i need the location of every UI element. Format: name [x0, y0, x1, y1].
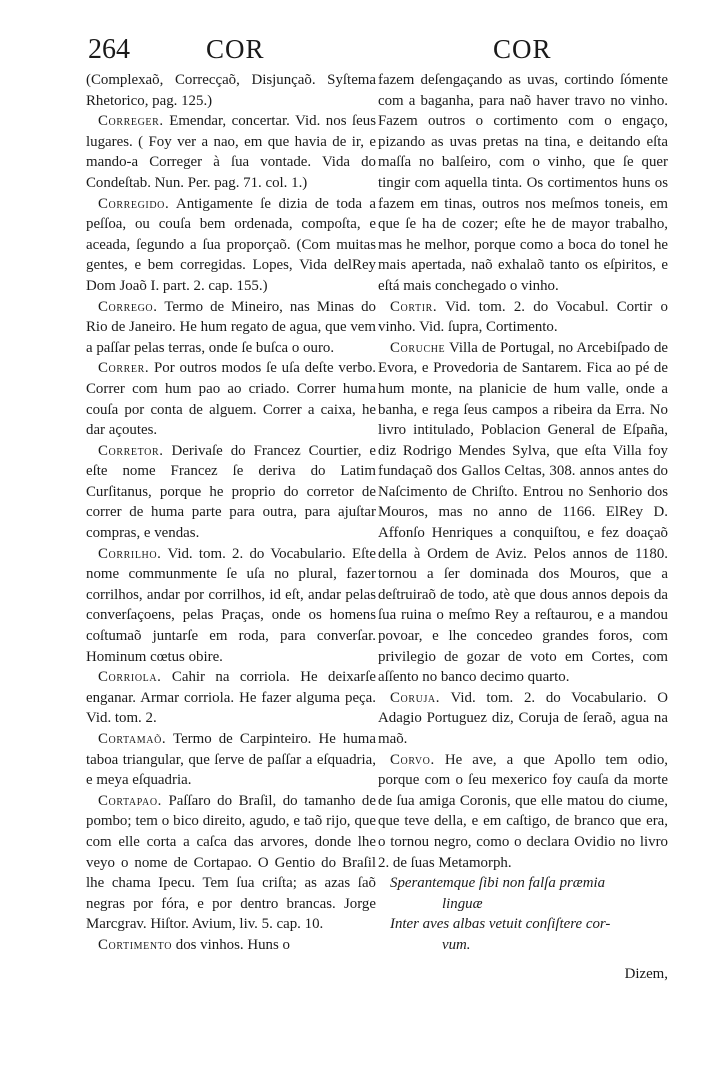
left-column — [86, 70, 376, 956]
right-column — [378, 70, 668, 984]
entry-coruche — [378, 338, 668, 688]
entry-text: Villa de Portugal, no Arcebiſpado de Evora, e Provedoria de Santarem. Fica ao pé de hum monte, na planicie de hum valle, onde a banha, e rega ſeus campos a ribeira da Erra. No livro intitulado, Poblacion General de Eſpaña, diz Rodrigo Mendes Sylva, que eſta Villa foy fundaçaõ dos Gallos Celtas, 308. annos antes do Naſcimento de Chriſto. Entrou no Senhorio dos Mouros, mas no anno de 1166. ElRey D. Affonſo Henriques a conquiſtou, e fez doaçaõ della à Ordem de Aviz. Pelos annos de 1180. tornou a ſer dominada dos Mouros, que a deſtruiraõ de todo, atè que dous annos depois da ſua ruina o meſmo Rey a reſtaurou, e a mandou povoar, e lhe concedeo grandes foros, com privilegio de gozar de voto em Cortes, com aſſento no banco decimo quarto. — [378, 339, 668, 686]
entry-text: Paſſaro do Braſil, do tamanho de pombo; tem o bico direito, agudo, e taõ rijo, que com elle corta a caſca das arvores, donde lhe veyo o nome de Cortapao. O Gentio do Braſil lhe chama Ipecu. Tem ſua criſta; as azas ſaõ negras por fóra, e por dentro brancas. Jorge Marcgrav. Hiſtor. Avium, liv. 5. cap. 10. — [86, 792, 376, 933]
page-number: 264 — [88, 34, 130, 65]
headword: Coruche — [390, 339, 446, 356]
entry-text: Antigamente ſe dizia de toda a peſſoa, ou couſa bem ordenada, compoſta, e aceada, ſegundo a ſua proporçaõ. (Com muitas gentes, e bem corregidas. Lopes, Vida delRey Dom Joaõ I. part. 2. cap. 155.) — [86, 195, 376, 294]
headword: Cortimento — [98, 936, 173, 953]
entry-text: Por outros modos ſe uſa deſte verbo. Correr com hum pao ao criado. Correr huma couſa por conta de alguem. Correr a caixa, he dar açoutes. — [86, 360, 376, 439]
headword: Corrego. — [98, 298, 158, 315]
headword: Cortir. — [390, 298, 438, 315]
catchword: Dizem, — [624, 965, 668, 982]
entry-text: Cahir na corriola. He deixarſe enganar. Armar corriola. He fazer alguma peça. Vid. tom. 2. — [86, 669, 376, 727]
entry-text: Termo de Carpinteiro. He huma taboa triangular, que ſerve de paſſar a eſquadria, e meya eſquadria. — [86, 731, 376, 789]
entry-text: Vid. tom. 2. do Vocabulario. O Adagio Portuguez diz, Coruja de ſeraõ, agua na maõ. — [378, 689, 668, 747]
entry-text: Derivaſe do Francez Courtier, e eſte nome Francez ſe deriva do Latim Curſitanus, porque he proprio do corretor de correr de huma parte para outra, para ajuſtar compras, e vendas. — [86, 442, 376, 542]
verse-line: vum. — [442, 936, 471, 953]
entry-corregido — [86, 194, 376, 297]
headword: Cortapao. — [98, 792, 162, 809]
entry-text: Emendar, concertar. Vid. nos ſeus lugares. ( Foy ver a nao, em que havia de ir, e mando-a Correger à ſua vontade. Vida do Condeſtab. Nun. Per. pag. 71. col. 1.) — [86, 113, 376, 191]
running-head-right: COR — [493, 34, 552, 64]
verse-line: Inter aves albas vetuit conſiſtere cor- — [390, 916, 611, 933]
entry-cortimento — [86, 935, 376, 956]
verse-line: linguæ — [442, 895, 483, 912]
entry-corrilho — [86, 544, 376, 668]
headword: Corriola. — [98, 669, 162, 686]
entry-corrego — [86, 297, 376, 359]
entry-cortapao — [86, 791, 376, 935]
entry-corretor — [86, 441, 376, 544]
entry-correger — [86, 111, 376, 193]
headword: Correger. — [98, 113, 164, 130]
entry-continuation: (Complexaõ, Correcçaõ, Disjunçaõ. Syſtema Rhetorico, pag. 125.) — [86, 72, 376, 109]
headword: Cortamaõ. — [98, 731, 167, 747]
page-header — [0, 34, 709, 68]
entry-text: Vid. tom. 2. do Vocabul. Cortir o vinho. Vid. ſupra, Cortimento. — [378, 298, 668, 336]
entry-continuation: fazem deſengaçando as uvas, cortindo ſómente com a baganha, para naõ haver travo no vinho. Fazem outros o cortimento com o engaço, pizando as uvas pretas na tina, e deitando eſta maſſa no balſeiro, com o vinho, que ſe quer tingir com aquella tinta. Os cortimentos huns os fazem em tinas, outros nos meſmos toneis, em que ſe ha de cozer; eſte he de mayor trabalho, mas he melhor, porque como a boca do tonel he mais apertada, naõ exhalaõ tanto os eſpiritos, e eſtá mais conchegado o vinho. — [378, 72, 668, 294]
entry-correr — [86, 358, 376, 440]
entry-cortir — [378, 297, 668, 338]
entry-cortamao — [86, 729, 376, 791]
headword: Corretor. — [98, 442, 164, 459]
headword: Correr. — [98, 360, 150, 377]
entry-corriola — [86, 667, 376, 729]
entry-text: dos vinhos. Huns o — [172, 936, 290, 953]
entry-text: Vid. tom. 2. do Vocabulario. Eſte nome communmente ſe uſa no plural, fazer corrilhos, andar por corrilhos, id eſt, andar pelas converſaçoens, pelas Praças, onde os homens coſtumaõ juntarſe em roda, para converſar. Hominum cœtus obire. — [86, 545, 376, 665]
entry-text: He ave, a que Apollo tem odio, porque com o ſeu mexerico foy cauſa da morte de ſua amiga Coronis, que elle matou do ciume, que teve della, e em caſtigo, de branco que era, o tornou negro, como o declara Ovidio no livro 2. de ſuas Metamorph. — [378, 751, 668, 871]
entry-coruja — [378, 688, 668, 750]
entry-text: Termo de Mineiro, nas Minas do Rio de Janeiro. He hum regato de agua, que vem a paſſar pelas terras, onde ſe buſca o ouro. — [86, 298, 376, 356]
headword: Corvo. — [390, 751, 435, 768]
verse-line: Sperantemque ſibi non falſa præmia — [390, 875, 606, 892]
headword: Corrilho. — [98, 545, 162, 562]
headword: Corregido. — [98, 195, 170, 212]
running-head-left: COR — [206, 34, 265, 64]
entry-corvo — [378, 750, 668, 874]
headword: Coruja. — [390, 689, 441, 706]
